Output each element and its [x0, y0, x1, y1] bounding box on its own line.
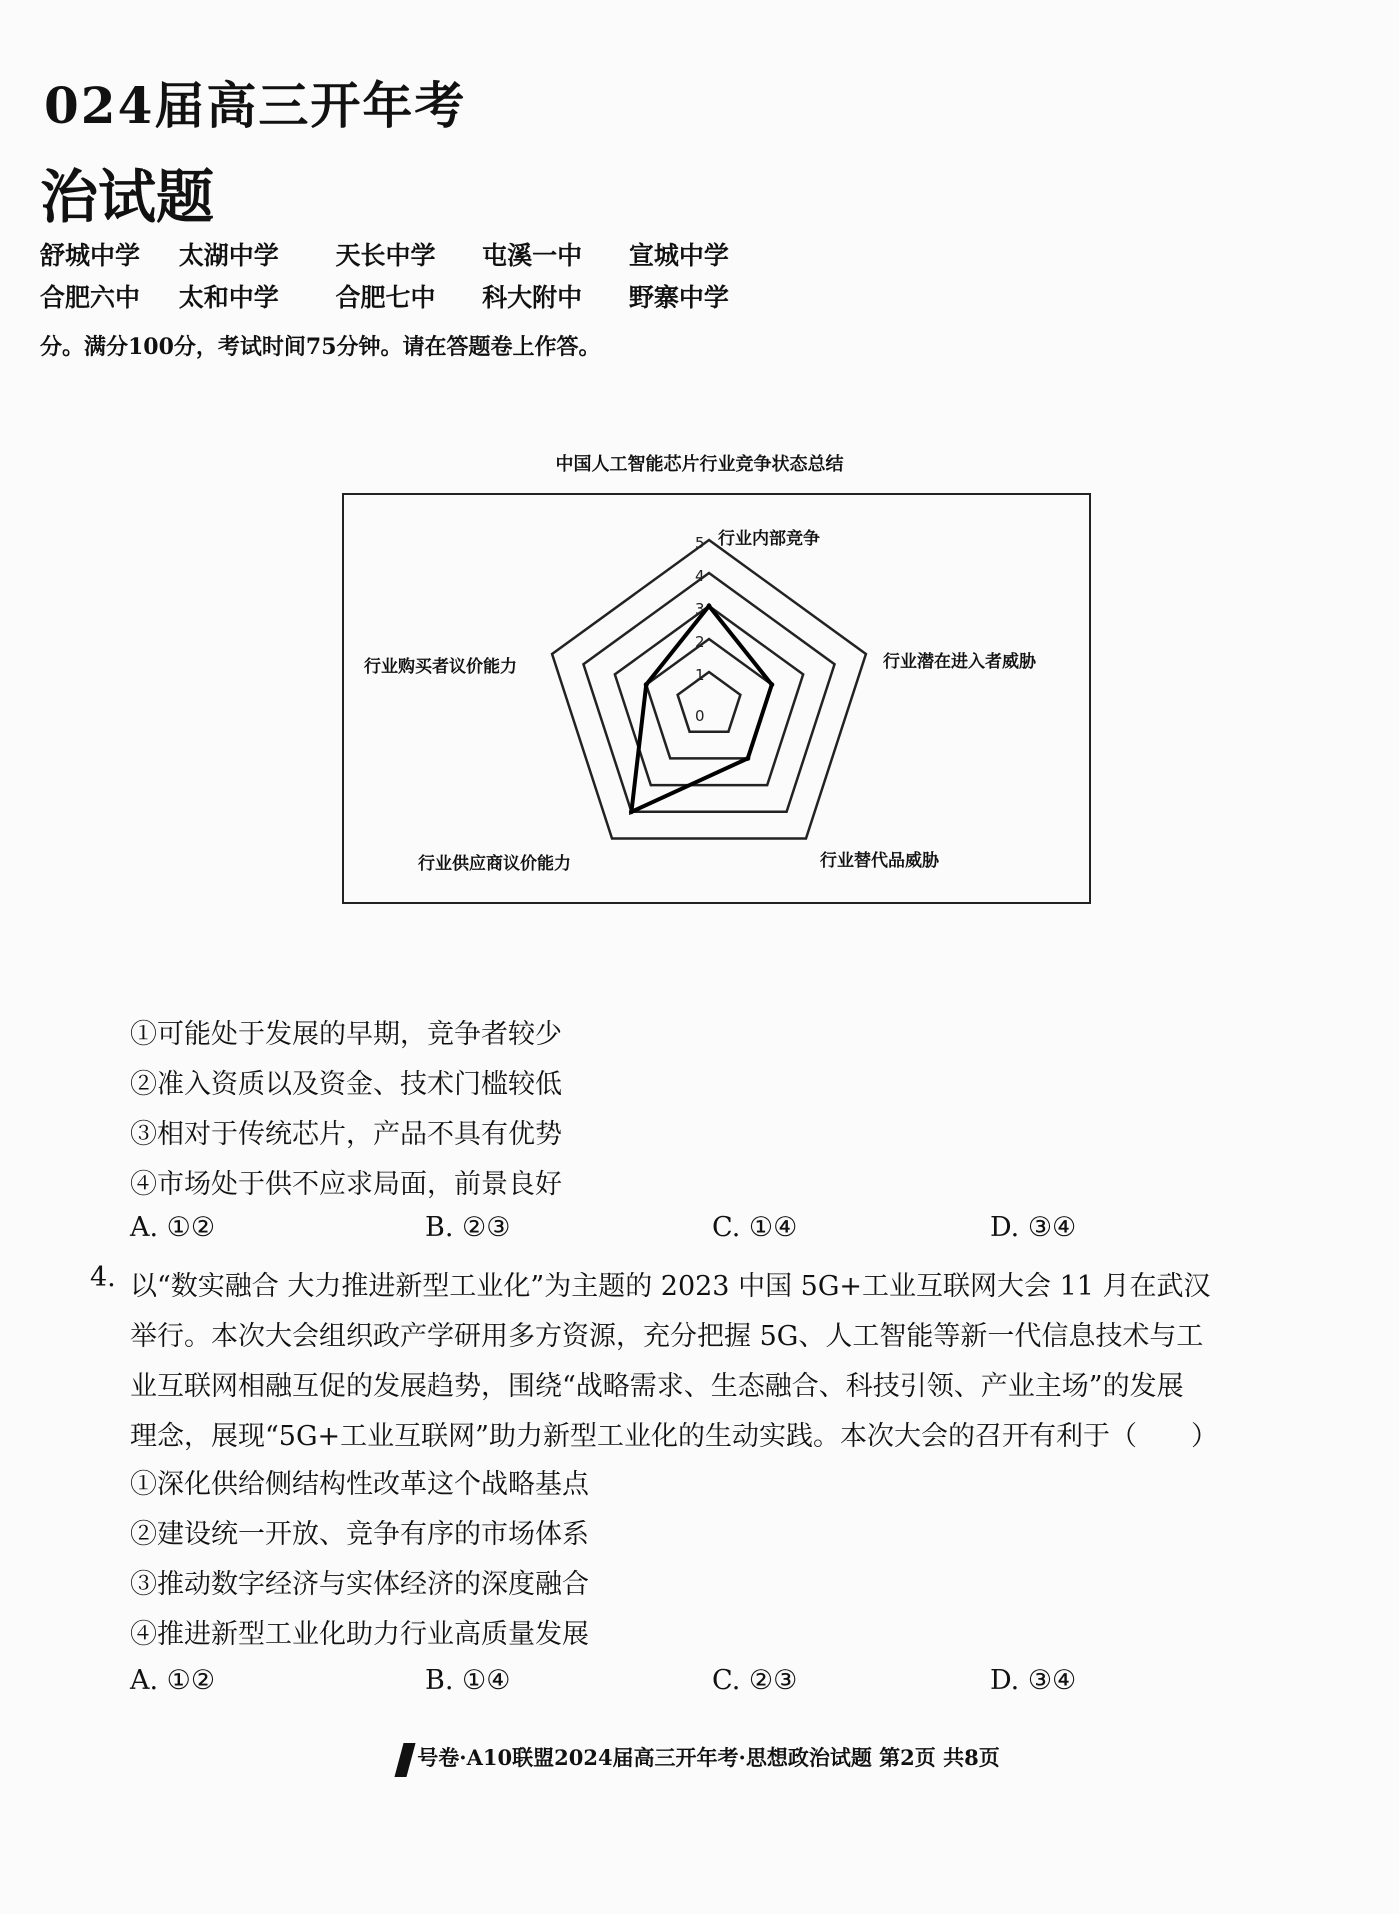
q4-item-4: ④推进新型工业化助力行业高质量发展 — [130, 1619, 589, 1650]
q4-stem-line-3: 业互联网相融互促的发展趋势，围绕“战略需求、生态融合、科技引领、产业主场”的发展 — [130, 1371, 1184, 1402]
radar-scale-label: 2 — [695, 633, 705, 651]
chart-title: 中国人工智能芯片行业竞争状态总结 — [555, 454, 844, 475]
q4-stem-line-1: 以“数实融合 大力推进新型工业化”为主题的 2023 中国 5G+工业互联网大会 11 月在武汉 — [130, 1271, 1211, 1302]
school-name: 科大附中 — [482, 283, 583, 312]
school-name: 天长中学 — [335, 241, 436, 270]
exam-note: 分。满分100分，考试时间75分钟。请在答题卷上作答。 — [40, 334, 601, 360]
q4-item-1: ①深化供给侧结构性改革这个战略基点 — [130, 1469, 589, 1500]
axis-label-substitutes: 行业替代品威胁 — [820, 851, 939, 871]
exam-subject-title: 治试题 — [40, 163, 215, 231]
radar-chart — [342, 493, 1087, 900]
radar-data-point — [745, 756, 750, 761]
radar-scale-label: 3 — [695, 600, 705, 618]
radar-data-point — [644, 682, 649, 687]
school-name: 合肥七中 — [335, 283, 436, 312]
q4-item-2: ②建设统一开放、竞争有序的市场体系 — [130, 1519, 589, 1550]
radar-scale-label: 5 — [695, 534, 705, 552]
q3-item-4: ④市场处于供不应求局面，前景良好 — [130, 1169, 562, 1200]
school-list-row-1 — [40, 236, 729, 272]
axis-label-supplier-power: 行业供应商议价能力 — [418, 854, 571, 874]
axis-label-new-entrants: 行业潜在进入者威胁 — [883, 652, 1036, 672]
q3-item-3: ③相对于传统芯片，产品不具有优势 — [130, 1119, 562, 1150]
radar-data-point — [769, 682, 774, 687]
q4-stem-line-4: 理念，展现“5G+工业互联网”助力新型工业化的生动实践。本次大会的召开有利于（ ） — [130, 1421, 1218, 1452]
school-name: 野寨中学 — [628, 283, 729, 312]
q3-choice-a: A. ①② — [130, 1212, 216, 1243]
radar-scale-label: 0 — [695, 707, 705, 725]
axis-label-internal-competition: 行业内部竞争 — [718, 529, 820, 549]
axis-label-buyer-power: 行业购买者议价能力 — [364, 657, 517, 677]
radar-data-point — [707, 604, 712, 609]
q4-number: 4. — [90, 1262, 116, 1293]
q3-choice-c: C. ①④ — [712, 1212, 798, 1243]
radar-grid-ring — [678, 672, 741, 732]
q4-choice-c: C. ②③ — [712, 1665, 798, 1696]
school-name: 宣城中学 — [628, 241, 729, 270]
radar-scale-label: 1 — [695, 666, 705, 684]
q3-choice-d: D. ③④ — [990, 1212, 1077, 1243]
page-footer — [0, 1742, 1399, 1777]
school-list-row-2 — [40, 278, 729, 314]
school-name: 合肥六中 — [40, 283, 141, 312]
q4-item-3: ③推动数字经济与实体经济的深度融合 — [130, 1569, 589, 1600]
q4-choice-d: D. ③④ — [990, 1665, 1077, 1696]
radar-data-point — [629, 809, 634, 814]
radar-scale-label: 4 — [695, 567, 705, 585]
footer-text: 号卷·A10联盟2024届高三开年考·思想政治试题 第2页 共8页 — [417, 1745, 1000, 1770]
school-name: 舒城中学 — [40, 241, 141, 270]
q3-item-2: ②准入资质以及资金、技术门槛较低 — [130, 1069, 562, 1100]
q4-stem-line-2: 举行。本次大会组织政产学研用多方资源，充分把握 5G、人工智能等新一代信息技术与工 — [130, 1321, 1204, 1352]
school-name: 太湖中学 — [178, 241, 279, 270]
school-name: 屯溪一中 — [482, 241, 583, 270]
q3-choice-b: B. ②③ — [425, 1212, 511, 1243]
school-name: 太和中学 — [178, 283, 279, 312]
q3-item-1: ①可能处于发展的早期，竞争者较少 — [130, 1019, 562, 1050]
exam-title: 024届高三开年考 — [44, 76, 467, 135]
brand-mark-icon — [395, 1743, 416, 1777]
q4-choice-a: A. ①② — [130, 1665, 216, 1696]
q4-choice-b: B. ①④ — [425, 1665, 511, 1696]
radar-grid-ring — [552, 540, 866, 838]
